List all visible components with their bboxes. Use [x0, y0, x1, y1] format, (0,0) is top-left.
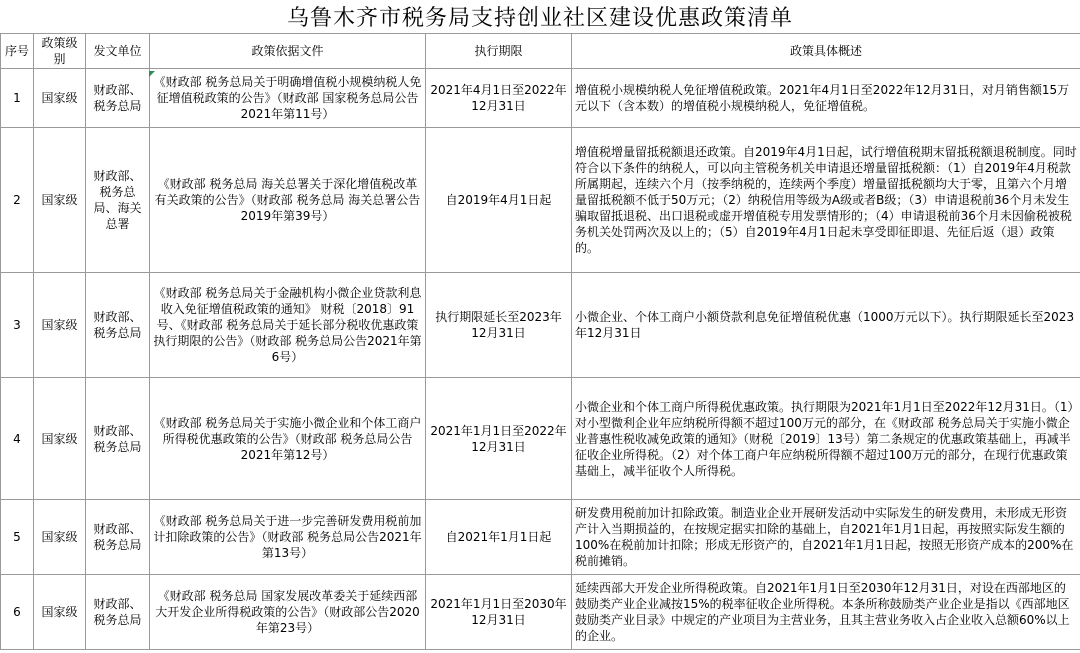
- col-header-period: 执行期限: [426, 34, 572, 69]
- cell-unit[interactable]: 财政部、税务总局、海关总署: [86, 128, 150, 273]
- cell-no[interactable]: 2: [1, 128, 34, 273]
- header-row: [1, 34, 1080, 69]
- sheet-title: 乌鲁木齐市税务局支持创业社区建设优惠政策清单: [0, 0, 1080, 34]
- cell-level[interactable]: 国家级: [34, 128, 86, 273]
- cell-level[interactable]: 国家级: [34, 69, 86, 128]
- cell-basis[interactable]: 《财政部 税务总局 海关总署关于深化增值税改革有关政策的公告》（财政部 税务总局 海关总署公告2019年第39号）: [150, 128, 426, 273]
- col-header-level: 政策级别: [34, 34, 86, 69]
- cell-basis[interactable]: 《财政部 税务总局关于进一步完善研发费用税前加计扣除政策的公告》（财政部 税务总局公告2021年第13号）: [150, 500, 426, 575]
- col-header-summary: 政策具体概述: [572, 34, 1080, 69]
- cell-basis[interactable]: 《财政部 税务总局关于明确增值税小规模纳税人免征增值税政策的公告》（财政部 国家税务总局公告2021年第11号）: [150, 69, 426, 128]
- col-header-no: 序号: [1, 34, 34, 69]
- policy-table: [0, 33, 1080, 650]
- cell-no[interactable]: 6: [1, 575, 34, 650]
- cell-no[interactable]: 5: [1, 500, 34, 575]
- cell-period[interactable]: 自2019年4月1日起: [426, 128, 572, 273]
- cell-basis[interactable]: 《财政部 税务总局 国家发展改革委关于延续西部大开发企业所得税政策的公告》（财政部公告2020年第23号）: [150, 575, 426, 650]
- cell-level[interactable]: 国家级: [34, 273, 86, 378]
- cell-no[interactable]: 3: [1, 273, 34, 378]
- cell-unit[interactable]: 财政部、税务总局: [86, 378, 150, 500]
- cell-no[interactable]: 1: [1, 69, 34, 128]
- cell-no[interactable]: 4: [1, 378, 34, 500]
- col-header-basis: 政策依据文件: [150, 34, 426, 69]
- cell-summary[interactable]: 研发费用税前加计扣除政策。制造业企业开展研发活动中实际发生的研发费用，未形成无形资产计入当期损益的，在按规定据实扣除的基础上，自2021年1月1日起，再按照实际发生额的100%在税前加计扣除；形成无形资产的，自2021年1月1日起，按照无形资产成本的200%在税前摊销。: [572, 500, 1080, 575]
- cell-summary[interactable]: 增值税小规模纳税人免征增值税政策。2021年4月1日至2022年12月31日，对月销售额15万元以下（含本数）的增值税小规模纳税人，免征增值税。: [572, 69, 1080, 128]
- table-row[interactable]: [1, 69, 1080, 128]
- cell-level[interactable]: 国家级: [34, 378, 86, 500]
- cell-summary[interactable]: 小微企业和个体工商户所得税优惠政策。执行期限为2021年1月1日至2022年12月31日。（1）对小型微利企业年应纳税所得额不超过100万元的部分，在《财政部 税务总局关于实施小微企业普惠性税收减免政策的通知》（财税〔2019〕13号）第二条规定的优惠政策基础上，再减半征收企业所得税。（2）对个体工商户年应纳税所得额不超过100万元的部分，在现行优惠政策基础上，减半征收个人所得税。: [572, 378, 1080, 500]
- cell-period[interactable]: 2021年1月1日至2030年12月31日: [426, 575, 572, 650]
- table-row[interactable]: [1, 575, 1080, 650]
- cell-comment-marker-icon: [149, 71, 155, 77]
- cell-level[interactable]: 国家级: [34, 500, 86, 575]
- cell-summary[interactable]: 增值税增量留抵税额退还政策。自2019年4月1日起，试行增值税期末留抵税额退税制度。同时符合以下条件的纳税人，可以向主管税务机关申请退还增量留抵税额：（1）自2019年4月税款所属期起，连续六个月（按季纳税的，连续两个季度）增量留抵税额均大于零，且第六个月增量留抵税额不低于50万元；（2）纳税信用等级为A级或者B级；（3）申请退税前36个月未发生骗取留抵退税、出口退税或虚开增值税专用发票情形的；（4）申请退税前36个月未因偷税被税务机关处罚两次及以上的；（5）自2019年4月1日起未享受即征即退、先征后返（退）政策的。: [572, 128, 1080, 273]
- table-row[interactable]: [1, 128, 1080, 273]
- cell-level[interactable]: 国家级: [34, 575, 86, 650]
- cell-period[interactable]: 2021年4月1日至2022年12月31日: [426, 69, 572, 128]
- cell-basis[interactable]: 《财政部 税务总局关于实施小微企业和个体工商户所得税优惠政策的公告》（财政部 税务总局公告2021年第12号）: [150, 378, 426, 500]
- cell-summary[interactable]: 小微企业、个体工商户小额贷款利息免征增值税优惠（1000万元以下）。执行期限延长至2023年12月31日: [572, 273, 1080, 378]
- cell-unit[interactable]: 财政部、税务总局: [86, 273, 150, 378]
- table-row[interactable]: [1, 273, 1080, 378]
- cell-unit[interactable]: 财政部、税务总局: [86, 500, 150, 575]
- table-row[interactable]: [1, 378, 1080, 500]
- cell-unit[interactable]: 财政部、税务总局: [86, 575, 150, 650]
- cell-basis[interactable]: 《财政部 税务总局关于金融机构小微企业贷款利息收入免征增值税政策的通知》 财税〔2018〕91号、《财政部 税务总局关于延长部分税收优惠政策执行期限的公告》（财政部 税务总局公告2021年第6号）: [150, 273, 426, 378]
- table-row[interactable]: [1, 500, 1080, 575]
- cell-unit[interactable]: 财政部、税务总局: [86, 69, 150, 128]
- cell-summary[interactable]: 延续西部大开发企业所得税政策。自2021年1月1日至2030年12月31日，对设在西部地区的鼓励类产业企业减按15%的税率征收企业所得税。本条所称鼓励类产业企业是指以《西部地区鼓励类产业目录》中规定的产业项目为主营业务，且其主营业务收入占企业收入总额60%以上的企业。: [572, 575, 1080, 650]
- cell-period[interactable]: 自2021年1月1日起: [426, 500, 572, 575]
- cell-period[interactable]: 执行期限延长至2023年12月31日: [426, 273, 572, 378]
- cell-period[interactable]: 2021年1月1日至2022年12月31日: [426, 378, 572, 500]
- col-header-unit: 发文单位: [86, 34, 150, 69]
